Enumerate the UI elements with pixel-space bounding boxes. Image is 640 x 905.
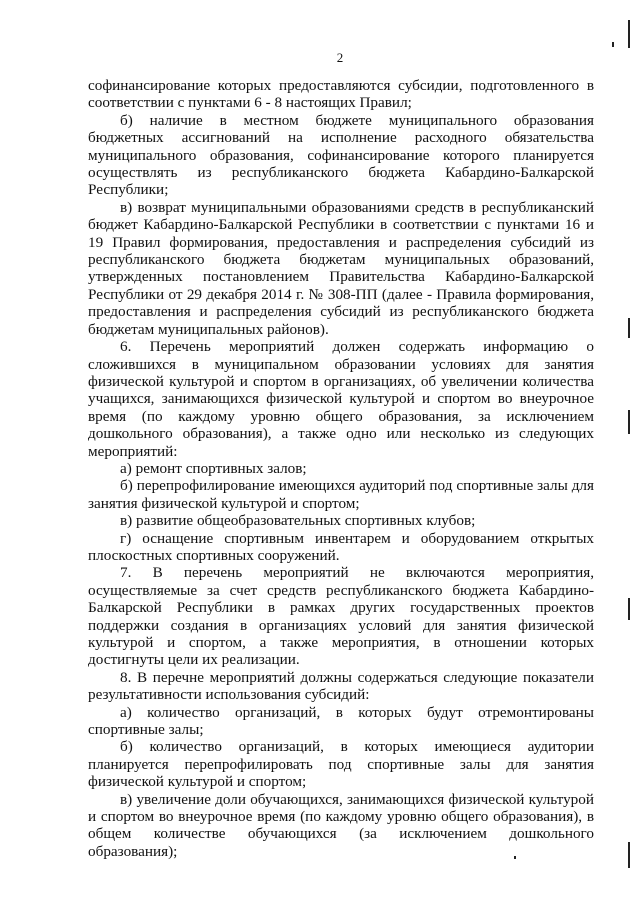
page-number: 2 bbox=[336, 50, 344, 65]
paragraph-1: софинансирование которых предоставляются субсидии, подготовленного в соответствии с пунктами 6 - 8 настоящих Правил; bbox=[88, 77, 594, 112]
scan-mark-1 bbox=[612, 42, 614, 47]
list-item-a-repair: а) ремонт спортивных залов; bbox=[120, 459, 307, 477]
scan-mark-4 bbox=[628, 410, 630, 434]
paragraph-clause-8: 8. В перечне мероприятий должны содержаться следующие показатели результативности использования субсидий: bbox=[88, 668, 594, 704]
scan-mark-7 bbox=[514, 856, 516, 859]
list-item-v-clubs: в) развитие общеобразовательных спортивных клубов; bbox=[120, 512, 476, 530]
paragraph-clause-6: 6. Перечень мероприятий должен содержать информацию о сложившихся в муниципальном образовании условиях для занятия физической культурой и спортом в организациях, об увеличении количества учащихся, занимающихся физической культурой и спортом во внеурочное время (по каждому уровню общего образования, за исключением дошкольного образования), а также одно или несколько из следующих мероприятий: bbox=[88, 338, 594, 460]
indicator-item-v: в) увеличение доли обучающихся, занимающихся физической культурой и спортом во внеурочное время (по каждому уровню общего образования), в общем количестве обучающихся (за исключением дошкольного образования); bbox=[88, 790, 594, 860]
paragraph-item-v-return: в) возврат муниципальными образованиями средств в республиканский бюджет Кабардино-Балкарской Республики в соответствии с пунктами 16 и 19 Правил формирования, предоставления и распределения субсидий из республиканского бюджета бюджетам муниципальных образований, утвержденных постановлением Правительства Кабардино-Балкарской Республики от 29 декабря 2014 г. № 308-ПП (далее - Правила формирования, предоставления и распределения субсидий из республиканского бюджета бюджетам муниципальных районов). bbox=[88, 198, 594, 338]
list-item-g-equipment: г) оснащение спортивным инвентарем и оборудованием открытых плоскостных спортивных сооружений. bbox=[88, 529, 594, 564]
paragraph-item-b-budget: б) наличие в местном бюджете муниципального образования бюджетных ассигнований на исполнение расходного обязательства муниципального образования, софинансирование которого планируется осуществлять из республиканского бюджета Кабардино-Балкарской Республики; bbox=[88, 111, 594, 199]
scan-mark-3 bbox=[628, 318, 630, 338]
scan-mark-2 bbox=[628, 20, 630, 48]
indicator-item-a: а) количество организаций, в которых будут отремонтированы спортивные залы; bbox=[88, 703, 594, 739]
scan-mark-6 bbox=[628, 842, 630, 868]
indicator-item-b: б) количество организаций, в которых имеющиеся аудитории планируется перепрофилировать под спортивные залы для занятия физической культурой и спортом; bbox=[88, 738, 594, 791]
document-body bbox=[88, 77, 594, 860]
scan-mark-5 bbox=[628, 598, 630, 620]
list-item-b-reprofile: б) перепрофилирование имеющихся аудиторий под спортивные залы для занятия физической культурой и спортом; bbox=[88, 477, 594, 512]
paragraph-clause-7: 7. В перечень мероприятий не включаются мероприятия, осуществляемые за счет средств республиканского бюджета Кабардино-Балкарской Республики в рамках других государственных проектов поддержки создания в организациях условий для занятия физической культурой и спортом, а также мероприятия, в отношении которых достигнуты цели их реализации. bbox=[88, 564, 594, 669]
